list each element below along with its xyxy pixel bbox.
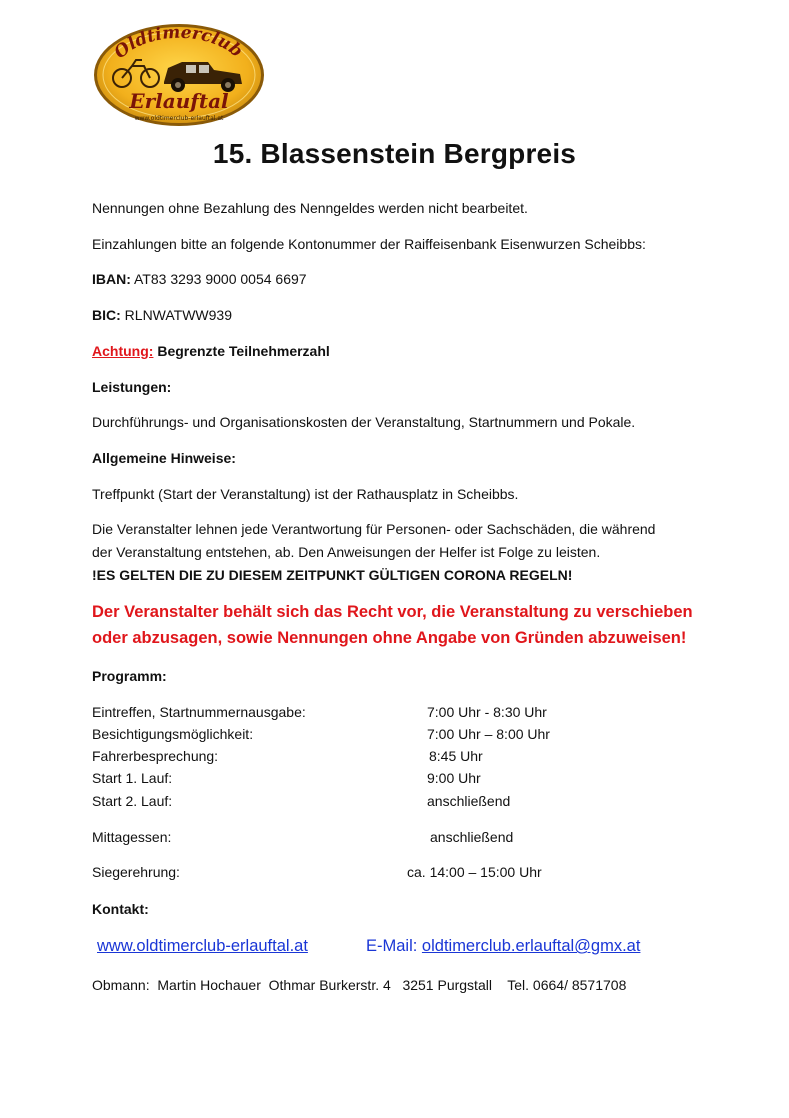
email-link[interactable]: oldtimerclub.erlauftal@gmx.at (421, 937, 641, 955)
logo-top-text: Oldtimerclub (110, 22, 247, 63)
hinweise-heading: Allgemeine Hinweise: (92, 450, 236, 466)
treffpunkt-text: Treffpunkt (Start der Veranstaltung) ist der Rathausplatz in Scheibbs. (92, 486, 519, 502)
club-logo (92, 22, 266, 128)
programm-item-label: Eintreffen, Startnummernausgabe: (92, 704, 306, 720)
programm-item-time: ca. 14:00 – 15:00 Uhr (407, 864, 542, 880)
iban-row (92, 270, 307, 288)
bic-label: BIC: (92, 307, 121, 323)
website-link[interactable]: www.oldtimerclub-erlauftal.at (97, 937, 308, 955)
programm-heading: Programm: (92, 668, 167, 684)
kontakt-heading: Kontakt: (92, 901, 149, 917)
programm-item-time: 9:00 Uhr (427, 770, 481, 786)
warning-line-1: Der Veranstalter behält sich das Recht vor, die Veranstaltung zu verschieben (92, 603, 693, 621)
leistungen-text: Durchführungs- und Organisationskosten der Veranstaltung, Startnummern und Pokale. (92, 414, 636, 430)
haftung-line-1: Die Veranstalter lehnen jede Verantwortung für Personen- oder Sachschäden, die während (92, 521, 656, 537)
notice-text: Begrenzte Teilnehmerzahl (153, 343, 330, 359)
page-title: 15. Blassenstein Bergpreis (212, 138, 577, 169)
programm-item-time: 8:45 Uhr (429, 748, 483, 764)
email-row (366, 936, 640, 956)
notice-row (92, 342, 330, 360)
leistungen-heading: Leistungen: (92, 379, 172, 395)
programm-item-time: anschließend (427, 793, 511, 809)
intro-line-1: Nennungen ohne Bezahlung des Nenngeldes werden nicht bearbeitet. (92, 200, 528, 216)
bic-row (92, 306, 232, 324)
programm-item-label: Mittagessen: (92, 829, 172, 845)
iban-value: AT83 3293 9000 0054 6697 (130, 271, 307, 287)
iban-label: IBAN: (92, 271, 131, 287)
haftung-line-2: der Veranstaltung entstehen, ab. Den Anweisungen der Helfer ist Folge zu leisten. (92, 544, 601, 560)
programm-item-label: Siegerehrung: (92, 864, 180, 880)
programm-item-time: 7:00 Uhr - 8:30 Uhr (427, 704, 547, 720)
programm-item-label: Besichtigungsmöglichkeit: (92, 726, 254, 742)
bic-value: RLNWATWW939 (120, 307, 233, 323)
logo-url-text: www.oldtimerclub-erlauftal.at (134, 115, 224, 122)
intro-line-2: Einzahlungen bitte an folgende Kontonummer der Raiffeisenbank Eisenwurzen Scheibbs: (92, 236, 646, 252)
programm-item-label: Fahrerbesprechung: (92, 748, 219, 764)
achtung-label: Achtung: (92, 343, 154, 359)
email-label: E-Mail: (366, 937, 422, 955)
corona-notice: !ES GELTEN DIE ZU DIESEM ZEITPUNKT GÜLTIGEN CORONA REGELN! (92, 567, 573, 583)
programm-item-time: 7:00 Uhr – 8:00 Uhr (427, 726, 550, 742)
obmann-line: Obmann: Martin Hochauer Othmar Burkerstr. 4 3251 Purgstall Tel. 0664/ 8571708 (92, 977, 627, 993)
programm-item-time: anschließend (430, 829, 514, 845)
programm-item-label: Start 2. Lauf: (92, 793, 173, 809)
programm-item-label: Start 1. Lauf: (92, 770, 173, 786)
warning-line-2: oder abzusagen, sowie Nennungen ohne Angabe von Gründen abzuweisen! (92, 629, 687, 647)
logo-bottom-text: Erlauftal (129, 89, 229, 113)
